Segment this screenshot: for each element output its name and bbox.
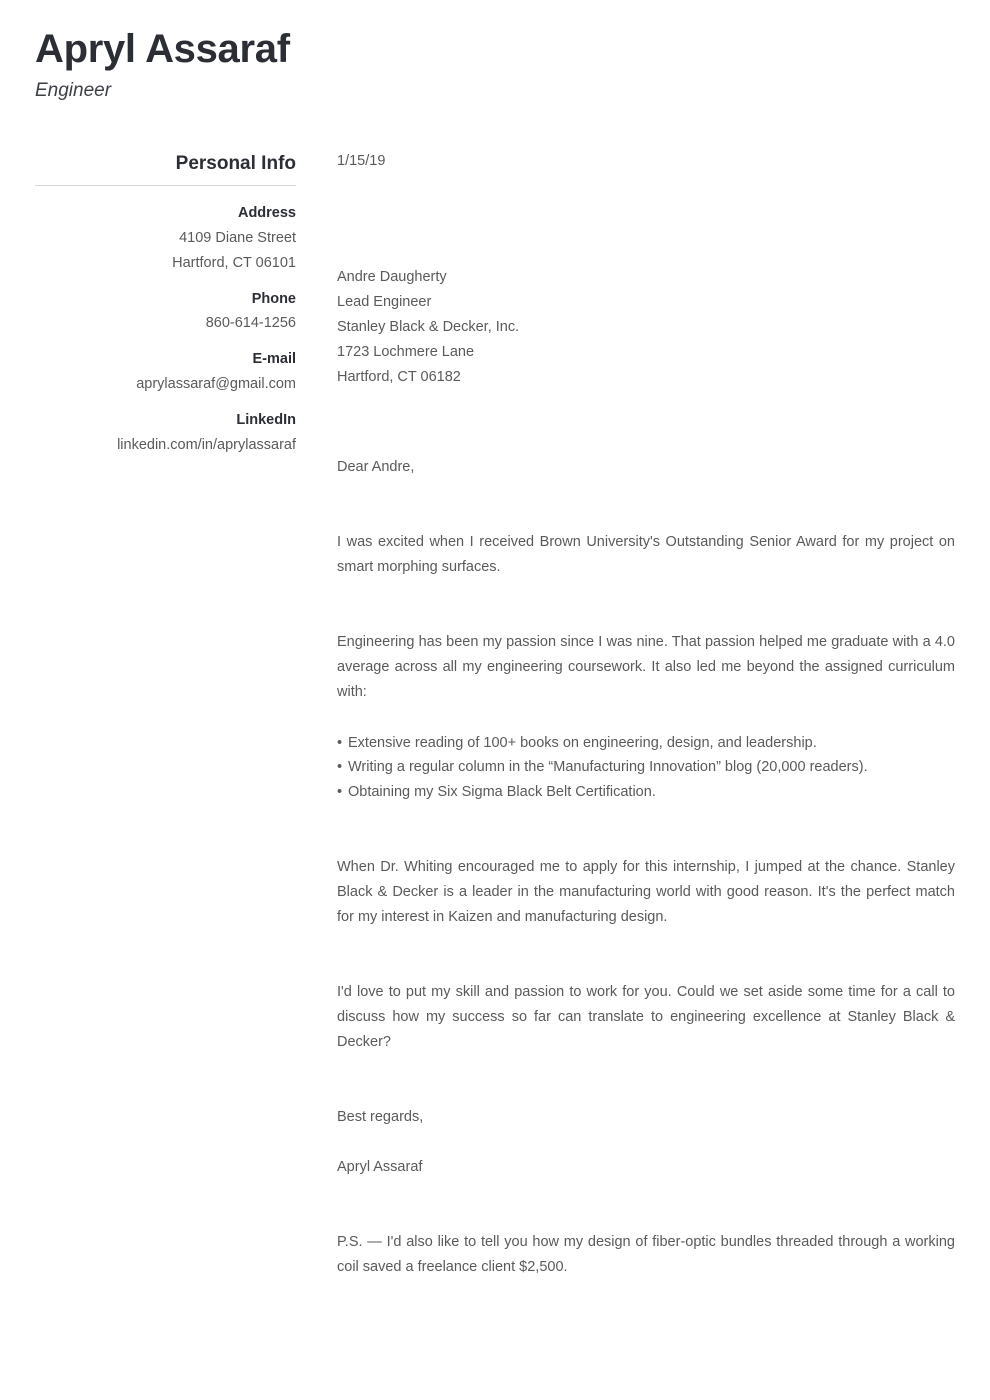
body-paragraph-2: Engineering has been my passion since I was nine. That passion helped me graduate with a 4.0 average across all my engineering coursework. It also led me beyond the assigned curriculum with: <box>337 633 955 700</box>
letter-header <box>35 28 635 103</box>
info-label-phone: Phone <box>251 290 296 307</box>
sidebar-divider <box>35 185 296 186</box>
info-value-email[interactable]: aprylassaraf@gmail.com <box>136 376 296 393</box>
info-block-email <box>35 348 296 397</box>
info-value-phone[interactable]: 860-614-1256 <box>205 315 296 332</box>
recipient-city-state-zip: Hartford, CT 06182 <box>337 368 461 385</box>
list-item: • Writing a regular column in the “Manufacturing Innovation” blog (20,000 readers). <box>337 755 955 780</box>
info-label-linkedin: LinkedIn <box>236 412 296 429</box>
body-paragraph-4: I'd love to put my skill and passion to work for you. Could we set aside some time for a call to discuss how my success so far can translate to engineering excellence at Stanley Black & Decker? <box>337 984 955 1050</box>
recipient-title: Lead Engineer <box>337 294 432 311</box>
letter-body <box>337 150 955 1294</box>
recipient-name: Andre Daugherty <box>337 269 447 286</box>
info-label-address: Address <box>237 204 296 221</box>
info-value-address-line2: Hartford, CT 06101 <box>172 254 296 271</box>
info-value-linkedin[interactable]: linkedin.com/in/aprylassaraf <box>117 437 296 454</box>
list-item: • Extensive reading of 100+ books on engineering, design, and leadership. <box>337 731 955 756</box>
info-block-phone <box>35 288 296 337</box>
recipient-street: 1723 Lochmere Lane <box>337 344 475 360</box>
body-paragraph-1: I was excited when I received Brown University's Outstanding Senior Award for my project on smart morphing surfaces. <box>337 533 955 575</box>
postscript: P.S. — I'd also like to tell you how my design of fiber-optic bundles threaded through a working coil saved a freelance client $2,500. <box>337 1233 955 1275</box>
salutation: Dear Andre, <box>337 458 415 475</box>
personal-info-sidebar <box>35 152 296 470</box>
signature-name: Apryl Assaraf <box>337 1158 423 1175</box>
recipient-company: Stanley Black & Decker, Inc. <box>337 319 520 336</box>
recipient-address-block <box>337 265 955 390</box>
applicant-name: Apryl Assaraf <box>35 27 290 71</box>
applicant-job-title: Engineer <box>35 80 112 102</box>
sidebar-heading: Personal Info <box>175 153 296 174</box>
info-block-linkedin <box>35 409 296 458</box>
closing-line: Best regards, <box>337 1108 424 1125</box>
info-label-email: E-mail <box>252 351 296 368</box>
info-value-address-line1: 4109 Diane Street <box>179 229 296 246</box>
letter-date: 1/15/19 <box>337 153 386 169</box>
list-item: • Obtaining my Six Sigma Black Belt Certification. <box>337 780 955 805</box>
info-block-address <box>35 202 296 276</box>
body-paragraph-3: When Dr. Whiting encouraged me to apply for this internship, I jumped at the chance. Stanley Black & Decker is a leader in the manufacturing world with good reason. It's the perfect match for my interest in Kaizen and manufacturing design. <box>337 859 955 926</box>
achievements-list <box>337 731 955 806</box>
